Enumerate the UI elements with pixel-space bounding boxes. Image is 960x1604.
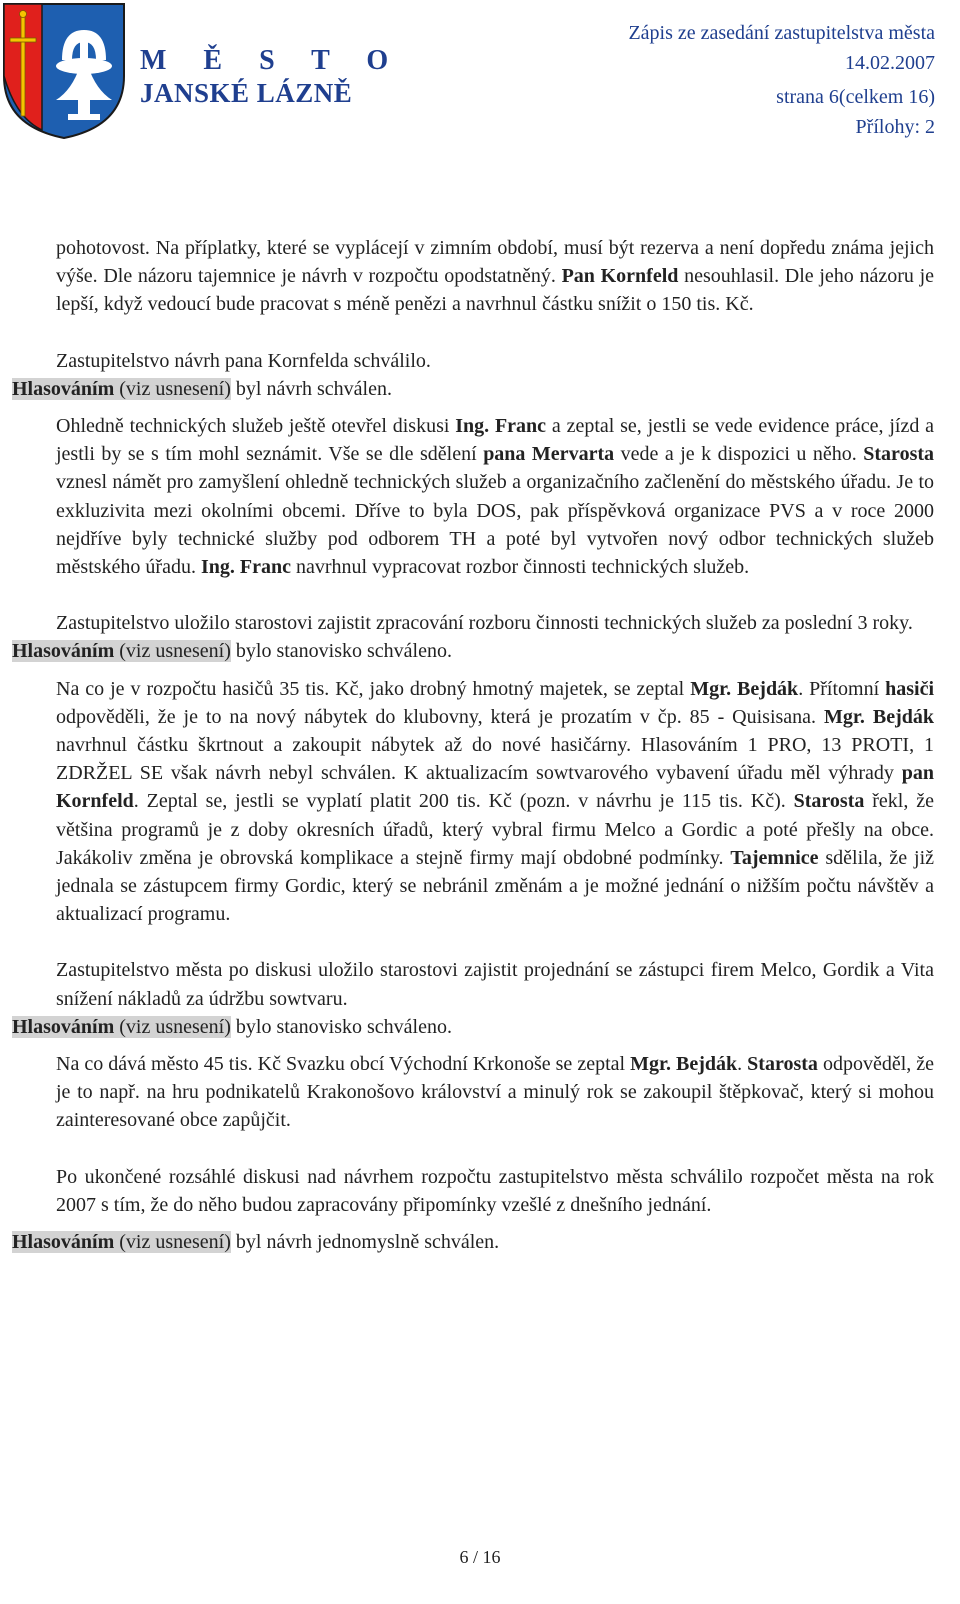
paragraph-firefighters-software: Na co je v rozpočtu hasičů 35 tis. Kč, jako drobný hmotný majetek, se zeptal Mgr. Bejdák. Přítomní hasiči odpověděli, že je to na nový nábytek do klubovny, která je prozatím v čp. 85 - Quisisana. Mgr. Bejdák navrhnul částku škrtnout a zakoupit nábytek až do nové hasičárny. Hlasováním 1 PRO, 13 PROTI, 1 ZDRŽEL SE však návrh nebyl schválen. K aktualizacím sowtvarového vybavení úřadu měl výhrady pan Kornfeld. Zeptal se, jestli se vyplatí platit 200 tis. Kč (pozn. v návrhu je 115 tis. Kč). Starosta řekl, že většina programů je z doby okresních úřadů, který vybral firmu Melco a Gordic a poté přešly na obce. Jakákoliv změna je obrovská komplikace a stejně firmy mají obdobné podmínky. Tajemnice sdělila, že již jednala se zástupcem firmy Gordic, který se nebránil změnám a je možné jednání o nižším počtu návštěv a aktualizací programu.	[56, 677, 935, 926]
town-name	[140, 44, 403, 110]
paragraph-council-approved: Zastupitelstvo návrh pana Kornfelda schválilo.	[56, 349, 431, 372]
document-header-info	[628, 18, 935, 142]
paragraph-budget-approval: Po ukončené rozsáhlé diskusi nad návrhem rozpočtu zastupitelstvo města schválilo rozpočet města na rok 2007 s tím, že do něho budou zapracovány připomínky vzešlé z dnešního jednání.	[56, 1165, 934, 1216]
attachments-count: Přílohy: 2	[855, 116, 935, 138]
town-coat-of-arms-logo	[2, 2, 126, 140]
vote-line: Hlasováním (viz usnesení) byl návrh jednomyslně schválen.	[12, 1231, 500, 1254]
page-number-footer: 6 / 16	[459, 1547, 501, 1567]
page-info: strana 6(celkem 16)	[776, 86, 935, 108]
paragraph-technical-services: Ohledně technických služeb ještě otevřel diskusi Ing. Franc a zeptal se, jestli se vede evidence práce, jízd a jestli by se s tím mohl seznámit. Vše se dle sdělení pana Mervarta vede a je k dispozici u něho. Starosta vznesl námět pro zamyšlení ohledně technických služeb a organizačního začlenění do městského úřadu. Je to exkluzivita mezi okolními obcemi. Dříve to byla DOS, pak příspěvková organizace PVS a v roce 2000 nejdříve byly technické služby pod odborem TH a poté byl vytvořen nový odbor technických služeb městského úřadu. Ing. Franc navrhnul vypracovat rozbor činnosti technických služeb.	[56, 415, 935, 579]
vote-line: Hlasováním (viz usnesení) bylo stanovisko schváleno.	[12, 1015, 452, 1038]
vote-line: Hlasováním (viz usnesení) byl návrh schválen.	[12, 377, 392, 400]
vote-highlight: Hlasováním (viz usnesení)	[12, 377, 231, 400]
town-name-line2: JANSKÉ LÁZNĚ	[140, 78, 353, 108]
vote-highlight: Hlasováním (viz usnesení)	[12, 1015, 231, 1038]
document-title: Zápis ze zasedání zastupitelstva města	[628, 22, 935, 44]
paragraph-emergency-budget: pohotovost. Na příplatky, které se vyplácejí v zimním období, musí být rezerva a není dopředu známa jejich výše. Dle názoru tajemnice je návrh v rozpočtu opodstatněný. Pan Kornfeld nesouhlasil. Dle jeho názoru je lepší, když vedoucí bude pracovat s méně penězi a navrhnul částku snížit o 150 tis. Kč.	[56, 237, 935, 316]
vote-highlight: Hlasováním (viz usnesení)	[12, 640, 231, 663]
town-name-line1: M Ě S T O	[140, 45, 404, 76]
minutes-body	[12, 234, 935, 1256]
vote-highlight: Hlasováním (viz usnesení)	[12, 1231, 231, 1254]
vote-line: Hlasováním (viz usnesení) bylo stanovisko schváleno.	[12, 640, 452, 663]
meeting-date: 14.02.2007	[845, 52, 935, 74]
paragraph-council-software-costs: Zastupitelstvo města po diskusi uložilo starostovi zajistit projednání se zástupci firem Melco, Gordik a Vita snížení nákladů za údržbu sowtvaru.	[56, 959, 934, 1010]
paragraph-municipal-association: Na co dává město 45 tis. Kč Svazku obcí Východní Krkonoše se zeptal Mgr. Bejdák. Starosta odpověděl, že je to např. na hru podnikatelů Krakonošovo království a minulý rok se zakoupil štěpkovač, který si mohou zainteresované obce zapůjčit.	[56, 1053, 935, 1132]
paragraph-council-task-analysis: Zastupitelstvo uložilo starostovi zajistit zpracování rozboru činnosti technických služeb za poslední 3 roky.	[56, 612, 913, 635]
